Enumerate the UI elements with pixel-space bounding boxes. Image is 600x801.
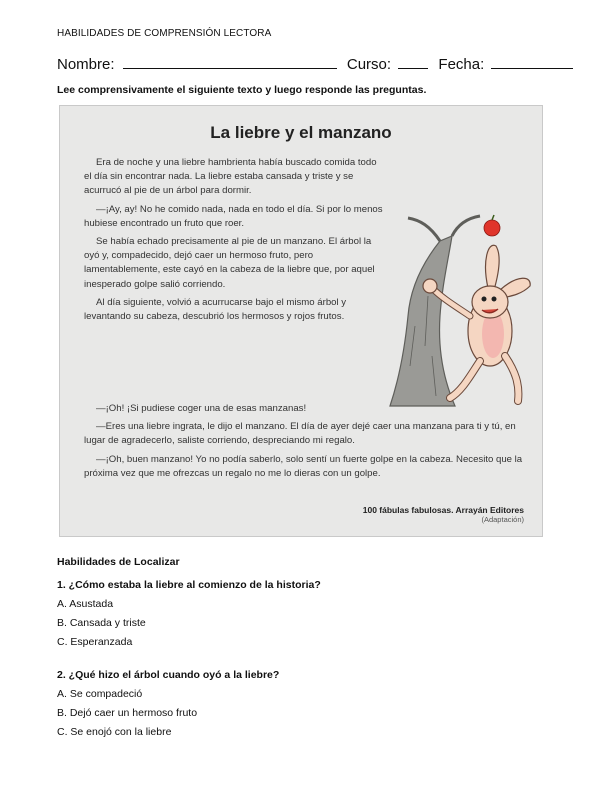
name-label: Nombre:: [57, 56, 115, 73]
story-paragraph: —¡Oh, buen manzano! Yo no podía saberlo, solo sentí un fuerte golpe en la cabeza. Necesito que la próxima vez que me ofrezcas un regalo no me lo dieras con un golpe.: [84, 453, 523, 479]
question-1-option-a[interactable]: A. Asustada: [57, 598, 114, 610]
story-paragraph: Al día siguiente, volvió a acurrucarse bajo el mismo árbol y levantando su cabeza, descubrió los hermosos y rojos frutos.: [84, 296, 347, 323]
story-paragraph: Era de noche y una liebre hambrienta había buscado comida todo el día sin encontrar nada. La liebre estaba cansada y triste y se acurrucó al pie de un árbol para dormir.: [84, 157, 377, 197]
story-text: [84, 156, 384, 328]
course-label: Curso:: [346, 56, 392, 73]
question-2-option-a[interactable]: A. Se compadeció: [57, 688, 143, 700]
date-field[interactable]: [491, 56, 573, 69]
course-field[interactable]: [398, 56, 428, 69]
question-1-option-c[interactable]: C. Esperanzada: [57, 636, 133, 648]
rabbit-tree-illustration: [370, 206, 540, 411]
date-label: Fecha:: [438, 56, 485, 73]
story-dialogue: [84, 402, 529, 485]
student-info-line: [57, 56, 573, 73]
tree-branch: [408, 216, 480, 241]
story-paragraph: Se había echado precisamente al pie de un manzano. El árbol la oyó y, compadecido, dejó caer un hermoso fruto, pero lamentablemente, este cayó en la cabeza de la liebre que, por aquel inesperado golpe salió corriendo.: [84, 236, 375, 290]
question-2: 2. ¿Qué hizo el árbol cuando oyó a la liebre?: [57, 669, 280, 681]
story-paragraph: —¡Oh! ¡Si pudiese coger una de esas manzanas!: [96, 403, 307, 414]
story-title: La liebre y el manzano: [210, 123, 392, 142]
rabbit-ear: [486, 245, 499, 290]
story-paragraph: —Eres una liebre ingrata, le dijo el manzano. El día de ayer dejé caer una manzana para ti y tú, en lugar de agradecerlo, saliste corriendo, despreciando mi regalo.: [84, 421, 516, 447]
question-2-option-c[interactable]: C. Se enojó con la liebre: [57, 726, 172, 738]
story-panel: [59, 105, 543, 537]
source-title: 100 fábulas fabulosas. Arrayán Editores: [362, 505, 524, 515]
section-title: Habilidades de Localizar: [57, 556, 180, 568]
question-1: 1. ¿Cómo estaba la liebre al comienzo de la historia?: [57, 579, 321, 591]
story-source: [363, 505, 524, 524]
tree-trunk: [390, 236, 455, 406]
question-2-option-b[interactable]: B. Dejó caer un hermoso fruto: [57, 707, 198, 719]
apple-icon: [484, 220, 500, 236]
question-1-option-b[interactable]: B. Cansada y triste: [57, 617, 146, 629]
worksheet-header: HABILIDADES DE COMPRENSIÓN LECTORA: [57, 28, 272, 39]
source-note: (Adaptación): [481, 515, 524, 524]
name-field[interactable]: [123, 56, 337, 69]
instruction-text: Lee comprensivamente el siguiente texto y luego responde las preguntas.: [57, 84, 427, 96]
story-paragraph: —¡Ay, ay! No he comido nada, nada en todo el día. Si por lo menos hubiese encontrado un fruto que roer.: [84, 203, 383, 229]
